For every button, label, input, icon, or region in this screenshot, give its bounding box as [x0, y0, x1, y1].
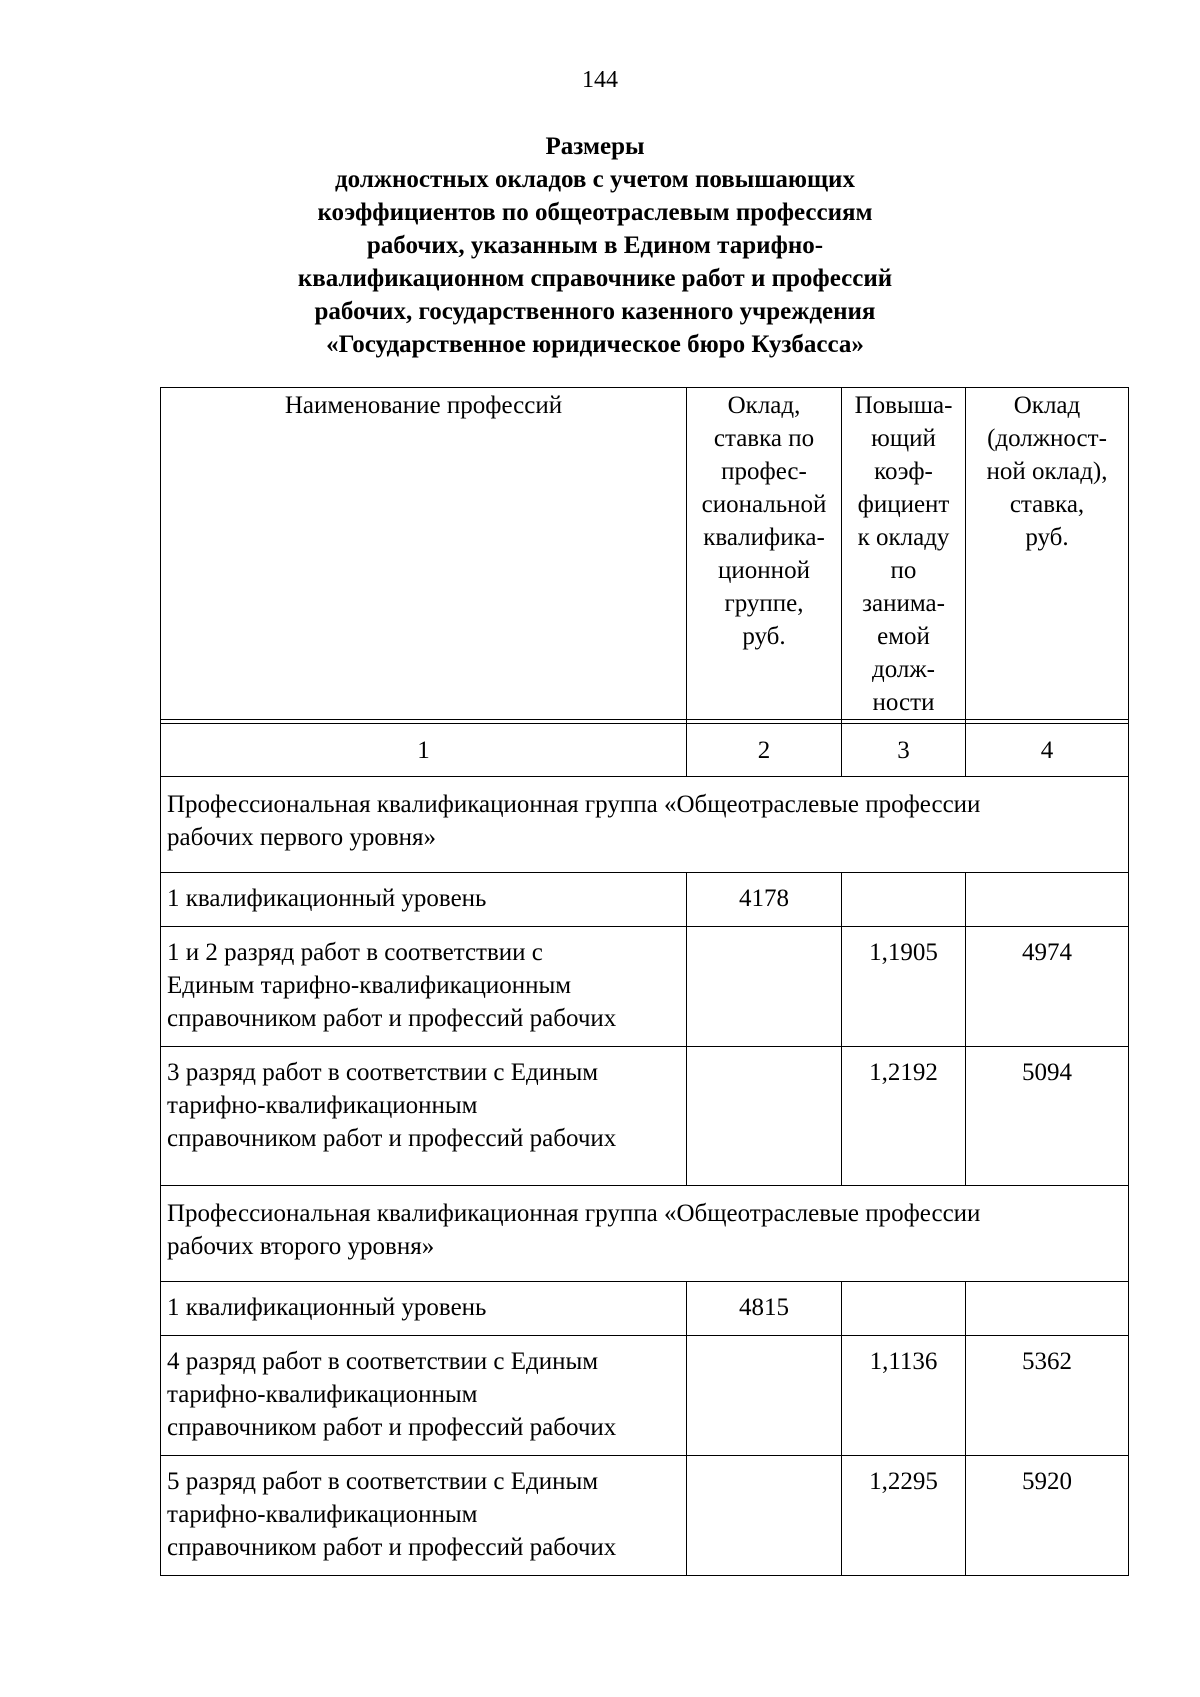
- document-title: [150, 130, 1040, 361]
- level-salary: 4178: [687, 873, 842, 927]
- level-salary: 4815: [687, 1282, 842, 1336]
- rank-coefficient: 1,1905: [842, 927, 966, 1047]
- rank-name: 4 разряд работ в соответствии с Единым тарифно-квалификационным справочником работ и профессий рабочих: [161, 1336, 687, 1456]
- salary-table-container: [160, 387, 1128, 1576]
- title-line: рабочих, государственного казенного учреждения: [314, 298, 876, 325]
- title-line: коэффициентов по общеотраслевым профессиям: [317, 199, 873, 226]
- group-header-row: [161, 777, 1129, 873]
- rank-salary: 5094: [966, 1047, 1129, 1186]
- table-row: [161, 1047, 1129, 1186]
- column-number-row: [161, 724, 1129, 777]
- header-base-salary: Оклад, ставка по профес- сиональной квалифика- ционной группе, руб.: [687, 388, 842, 720]
- rank-salary: 5920: [966, 1456, 1129, 1576]
- empty-cell: [687, 927, 842, 1047]
- group-header-row: [161, 1186, 1129, 1282]
- rank-name: 5 разряд работ в соответствии с Единым тарифно-квалификационным справочником работ и профессий рабочих: [161, 1456, 687, 1576]
- column-number: 2: [687, 724, 842, 777]
- rank-coefficient: 1,2192: [842, 1047, 966, 1186]
- header-coefficient: Повыша- ющий коэф- фициент к окладу по занима- емой долж- ности: [842, 388, 966, 720]
- column-number: 1: [161, 724, 687, 777]
- table-row: [161, 927, 1129, 1047]
- rank-name: 3 разряд работ в соответствии с Единым тарифно-квалификационным справочником работ и профессий рабочих: [161, 1047, 687, 1186]
- rank-coefficient: 1,1136: [842, 1336, 966, 1456]
- title-line: рабочих, указанным в Едином тарифно-: [366, 232, 824, 259]
- column-number: 4: [966, 724, 1129, 777]
- title-line: должностных окладов с учетом повышающих: [335, 166, 855, 193]
- rank-coefficient: 1,2295: [842, 1456, 966, 1576]
- level-name: 1 квалификационный уровень: [161, 1282, 687, 1336]
- group-title: Профессиональная квалификационная группа «Общеотраслевые профессии рабочих второго уровня»: [161, 1186, 1129, 1282]
- rank-salary: 4974: [966, 927, 1129, 1047]
- level-name: 1 квалификационный уровень: [161, 873, 687, 927]
- table-row: [161, 1456, 1129, 1576]
- column-number: 3: [842, 724, 966, 777]
- header-profession-name: Наименование профессий: [161, 388, 687, 720]
- page-number: 144: [582, 67, 618, 93]
- empty-cell: [687, 1047, 842, 1186]
- table-row: [161, 1336, 1129, 1456]
- rank-salary: 5362: [966, 1336, 1129, 1456]
- title-line: квалификационном справочнике работ и профессий: [297, 265, 893, 292]
- empty-cell: [842, 1282, 966, 1336]
- table-row: [161, 1282, 1129, 1336]
- header-final-salary: Оклад (должност- ной оклад), ставка, руб.: [966, 388, 1129, 720]
- empty-cell: [687, 1456, 842, 1576]
- title-line: Размеры: [545, 133, 645, 160]
- group-title: Профессиональная квалификационная группа «Общеотраслевые профессии рабочих первого уровня»: [161, 777, 1129, 873]
- empty-cell: [687, 1336, 842, 1456]
- empty-cell: [842, 873, 966, 927]
- salary-table: [160, 387, 1129, 1576]
- rank-name: 1 и 2 разряд работ в соответствии с Единым тарифно-квалификационным справочником работ и профессий рабочих: [161, 927, 687, 1047]
- empty-cell: [966, 873, 1129, 927]
- title-line: «Государственное юридическое бюро Кузбасса»: [326, 331, 864, 358]
- table-row: [161, 873, 1129, 927]
- table-header-row: [161, 388, 1129, 720]
- empty-cell: [966, 1282, 1129, 1336]
